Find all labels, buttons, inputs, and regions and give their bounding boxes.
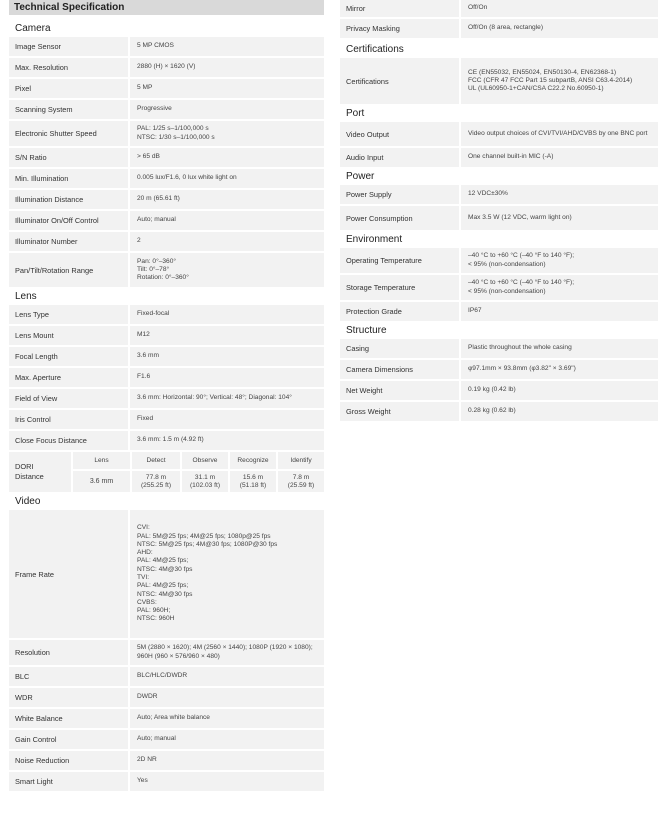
spec-label: Max. Aperture: [9, 368, 128, 387]
spec-row-close-focus-distance: [9, 431, 324, 450]
spec-row-scanning-system: [9, 100, 324, 119]
spec-label: Resolution: [9, 640, 128, 665]
spec-row-resolution: [9, 640, 324, 665]
spec-label: White Balance: [9, 709, 128, 728]
spec-label: Field of View: [9, 389, 128, 408]
spec-value: 2D NR: [128, 751, 324, 770]
spec-value: Progressive: [128, 100, 324, 119]
spec-row-storage-temperature: [340, 275, 658, 300]
spec-row-focal-length: [9, 347, 324, 366]
spec-value: Fixed: [128, 410, 324, 429]
section-title-power: Power: [346, 171, 375, 182]
spec-label: Scanning System: [9, 100, 128, 119]
spec-label: Privacy Masking: [340, 19, 459, 38]
left-column: [9, 0, 324, 793]
left-sections: [9, 21, 324, 791]
spec-row-smart-light: [9, 772, 324, 791]
section-title-video: Video: [15, 496, 41, 507]
spec-value: Off/On (8 area, rectangle): [459, 19, 658, 38]
spec-label: Min. Illumination: [9, 169, 128, 188]
spec-value: –40 °C to +60 °C (–40 °F to 140 °F); < 95% (non-condensation): [459, 248, 658, 273]
spec-row-noise-reduction: [9, 751, 324, 770]
spec-label: Focal Length: [9, 347, 128, 366]
dori-label: DORI Distance: [9, 452, 71, 492]
spec-row-power-consumption: [340, 206, 658, 230]
spec-value: DWDR: [128, 688, 324, 707]
spec-value: PAL: 1/25 s–1/100,000 s NTSC: 1/30 s–1/100,000 s: [128, 121, 324, 146]
spec-row-image-sensor: [9, 37, 324, 56]
spec-label: Gross Weight: [340, 402, 459, 421]
section-title-structure: Structure: [346, 325, 387, 336]
spec-row-pan-tilt-rotation-range: [9, 253, 324, 287]
spec-row-iris-control: [9, 410, 324, 429]
spec-label: Illuminator On/Off Control: [9, 211, 128, 230]
spec-value: > 65 dB: [128, 148, 324, 167]
spec-value: Auto; Area white balance: [128, 709, 324, 728]
spec-value: 3.6 mm: Horizontal: 90°; Vertical: 48°; Diagonal: 104°: [128, 389, 324, 408]
spec-label: Mirror: [340, 0, 459, 17]
spec-row-net-weight: [340, 381, 658, 400]
dori-header-detect: Detect: [132, 452, 180, 469]
spec-value: 12 VDC±30%: [459, 185, 658, 204]
spec-label: Video Output: [340, 122, 459, 146]
right-sections: [340, 42, 658, 421]
spec-value: M12: [128, 326, 324, 345]
dori-value-identify: 7.8 m (25.59 ft): [278, 471, 324, 492]
spec-value: Pan: 0°–360° Tilt: 0°–78° Rotation: 0°–360°: [128, 253, 324, 287]
spec-label: Smart Light: [9, 772, 128, 791]
spec-row-power-supply: [340, 185, 658, 204]
spec-label: Illuminator Number: [9, 232, 128, 251]
spec-row-illuminator-number: [9, 232, 324, 251]
spec-row-gain-control: [9, 730, 324, 749]
spec-label: Lens Type: [9, 305, 128, 324]
right-top-rows: [340, 0, 658, 38]
spec-label: Lens Mount: [9, 326, 128, 345]
spec-label: Gain Control: [9, 730, 128, 749]
spec-row-s-n-ratio: [9, 148, 324, 167]
spec-value: Off/On: [459, 0, 658, 17]
spec-value: Plastic throughout the whole casing: [459, 339, 658, 358]
spec-label: Power Consumption: [340, 206, 459, 230]
spec-label: WDR: [9, 688, 128, 707]
spec-row-operating-temperature: [340, 248, 658, 273]
spec-row-frame-rate: [9, 510, 324, 638]
spec-label: BLC: [9, 667, 128, 686]
spec-row-casing: [340, 339, 658, 358]
spec-value: 5 MP CMOS: [128, 37, 324, 56]
spec-value: 5 MP: [128, 79, 324, 98]
spec-value: φ97.1mm × 93.8mm (φ3.82" × 3.69"): [459, 360, 658, 379]
spec-label: Net Weight: [340, 381, 459, 400]
spec-label: S/N Ratio: [9, 148, 128, 167]
spec-value: BLC/HLC/DWDR: [128, 667, 324, 686]
dori-header-recognize: Recognize: [230, 452, 276, 469]
section-title-camera: Camera: [15, 23, 51, 34]
dori-value-detect: 77.8 m (255.25 ft): [132, 471, 180, 492]
dori-header-lens: Lens: [73, 452, 130, 469]
spec-row-max-resolution: [9, 58, 324, 77]
spec-row-gross-weight: [340, 402, 658, 421]
spec-row-lens-type: [9, 305, 324, 324]
spec-value: 3.6 mm: [128, 347, 324, 366]
spec-row-wdr: [9, 688, 324, 707]
spec-label: Max. Resolution: [9, 58, 128, 77]
section-title-port: Port: [346, 108, 365, 119]
spec-value: 0.28 kg (0.62 lb): [459, 402, 658, 421]
spec-label: Iris Control: [9, 410, 128, 429]
spec-value: 0.005 lux/F1.6, 0 lux white light on: [128, 169, 324, 188]
spec-row-privacy-masking: [340, 19, 658, 38]
section-title-certifications: Certifications: [346, 44, 404, 55]
spec-value: CVI: PAL: 5M@25 fps; 4M@25 fps; 1080p@25 fps NTSC: 5M@25 fps; 4M@30 fps; 1080P@30 fps AHD: PAL: 4M@25 fps; NTSC: 4M@30 fps TVI: PAL: 4M@25 fps; NTSC: 4M@30 fps CVBS: PAL: 960H; NTSC: 960H: [128, 510, 324, 638]
spec-value: Auto; manual: [128, 211, 324, 230]
page-title: Technical Specification: [9, 0, 324, 15]
spec-label: Casing: [340, 339, 459, 358]
spec-row-white-balance: [9, 709, 324, 728]
spec-value: 20 m (65.61 ft): [128, 190, 324, 209]
spec-row-blc: [9, 667, 324, 686]
spec-label: Close Focus Distance: [9, 431, 128, 450]
spec-row-lens-mount: [9, 326, 324, 345]
spec-label: Protection Grade: [340, 302, 459, 321]
dori-header-identify: Identify: [278, 452, 324, 469]
spec-label: Audio Input: [340, 148, 459, 167]
spec-label: Pixel: [9, 79, 128, 98]
section-title-lens: Lens: [15, 291, 37, 302]
spec-row-field-of-view: [9, 389, 324, 408]
spec-value: F1.6: [128, 368, 324, 387]
dori-value-recognize: 15.6 m (51.18 ft): [230, 471, 276, 492]
spec-value: One channel built-in MIC (-A): [459, 148, 658, 167]
spec-row-max-aperture: [9, 368, 324, 387]
spec-value: 0.19 kg (0.42 lb): [459, 381, 658, 400]
dori-value-observe: 31.1 m (102.03 ft): [182, 471, 228, 492]
spec-value: Auto; manual: [128, 730, 324, 749]
section-title-environment: Environment: [346, 234, 403, 245]
spec-row-pixel: [9, 79, 324, 98]
spec-row-camera-dimensions: [340, 360, 658, 379]
spec-label: Power Supply: [340, 185, 459, 204]
spec-label: Certifications: [340, 58, 459, 104]
dori-distance-table: [9, 452, 324, 492]
spec-value: CE (EN55032, EN55024, EN50130-4, EN62368-1) FCC (CFR 47 FCC Part 15 subpartB, ANSI C63.4-2014) UL (UL60950-1+CAN/CSA C22.2 No.60950-1): [459, 58, 658, 104]
spec-label: Electronic Shutter Speed: [9, 121, 128, 146]
spec-value: IP67: [459, 302, 658, 321]
spec-label: Storage Temperature: [340, 275, 459, 300]
spec-row-electronic-shutter-speed: [9, 121, 324, 146]
spec-value: 5M (2880 × 1620); 4M (2560 × 1440); 1080P (1920 × 1080); 960H (960 × 576/960 × 480): [128, 640, 324, 665]
spec-row-protection-grade: [340, 302, 658, 321]
spec-label: Camera Dimensions: [340, 360, 459, 379]
spec-label: Noise Reduction: [9, 751, 128, 770]
spec-row-certifications: [340, 58, 658, 104]
spec-label: Pan/Tilt/Rotation Range: [9, 253, 128, 287]
right-column: [340, 0, 658, 423]
spec-value: Video output choices of CVI/TVI/AHD/CVBS by one BNC port: [459, 122, 658, 146]
spec-row-min-illumination: [9, 169, 324, 188]
spec-row-video-output: [340, 122, 658, 146]
spec-value: –40 °C to +60 °C (–40 °F to 140 °F); < 95% (non-condensation): [459, 275, 658, 300]
spec-value: 2: [128, 232, 324, 251]
spec-value: Fixed-focal: [128, 305, 324, 324]
spec-label: Illumination Distance: [9, 190, 128, 209]
spec-value: 2880 (H) × 1620 (V): [128, 58, 324, 77]
spec-label: Operating Temperature: [340, 248, 459, 273]
spec-value: Yes: [128, 772, 324, 791]
spec-label: Frame Rate: [9, 510, 128, 638]
spec-row-mirror: [340, 0, 658, 17]
spec-value: Max 3.5 W (12 VDC, warm light on): [459, 206, 658, 230]
spec-row-illuminator-on-off-control: [9, 211, 324, 230]
spec-value: 3.6 mm: 1.5 m (4.92 ft): [128, 431, 324, 450]
dori-value-lens: 3.6 mm: [73, 471, 130, 492]
spec-label: Image Sensor: [9, 37, 128, 56]
dori-header-observe: Observe: [182, 452, 228, 469]
spec-row-audio-input: [340, 148, 658, 167]
spec-row-illumination-distance: [9, 190, 324, 209]
